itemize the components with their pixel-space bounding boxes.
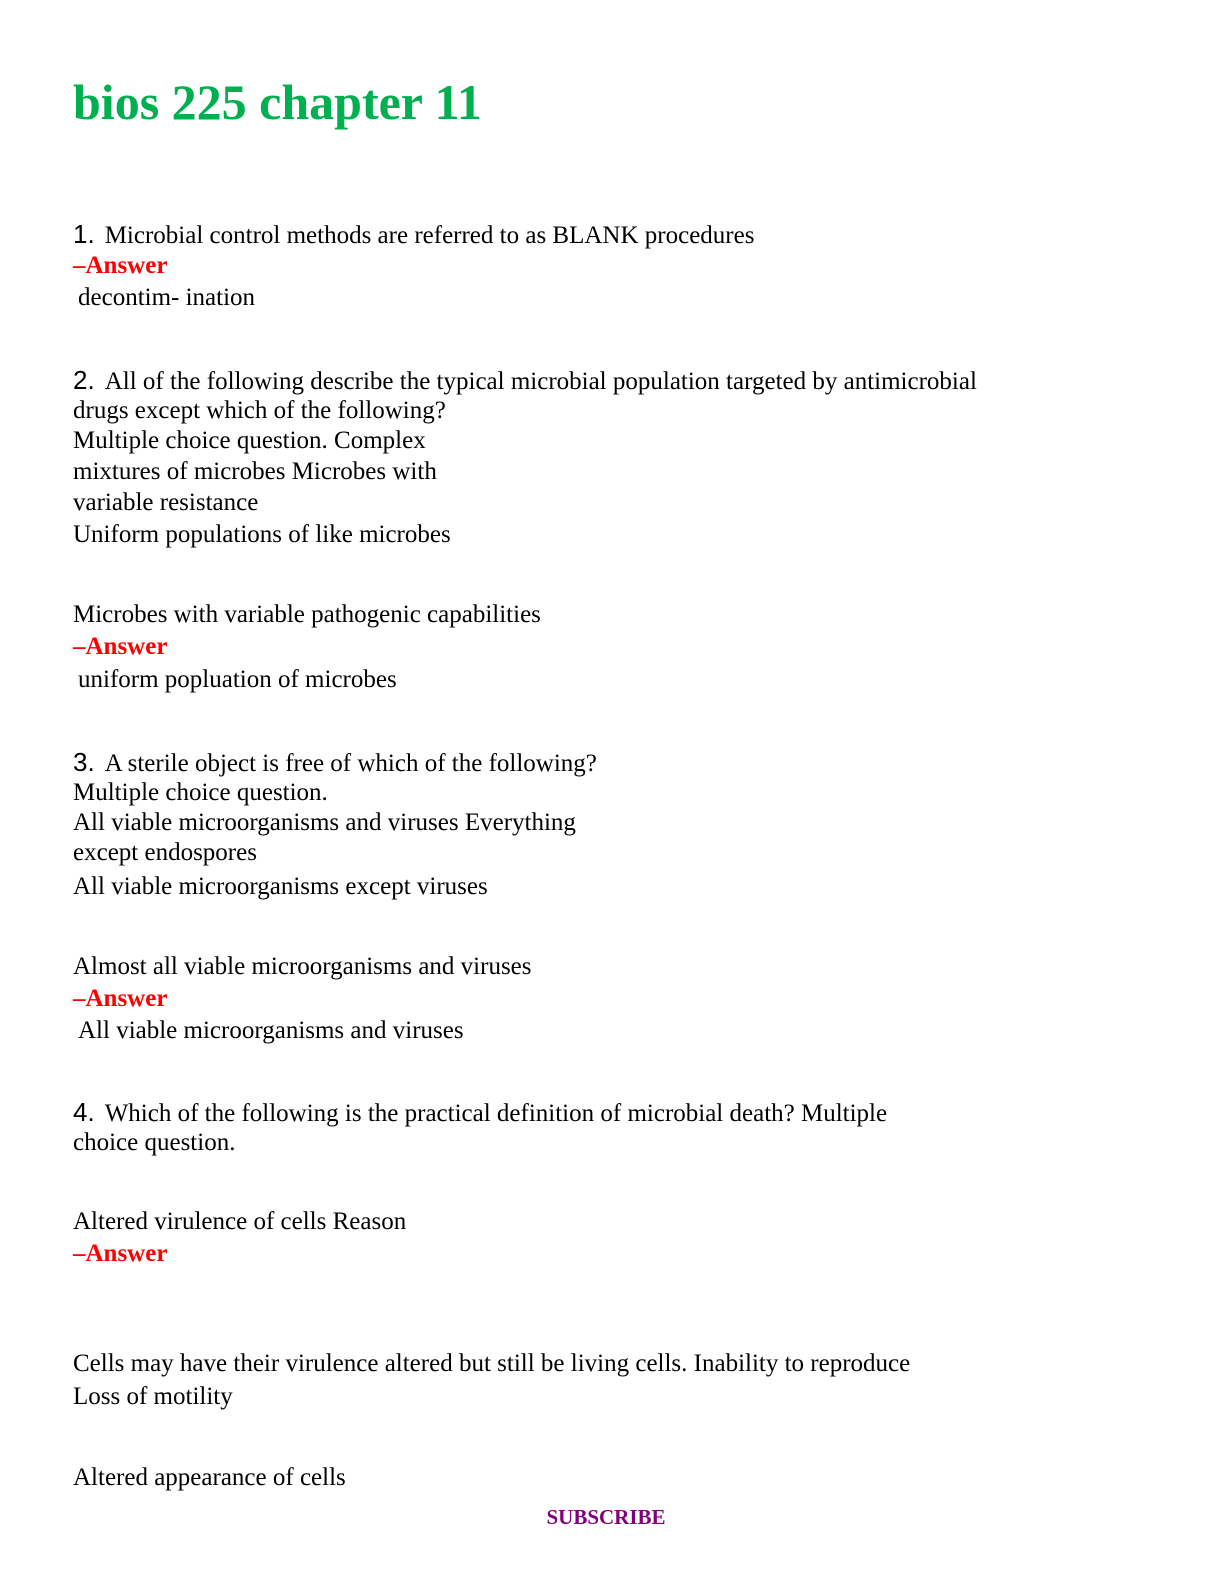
question-text: A sterile object is free of which of the following?: [104, 750, 597, 777]
question-number: 2.: [73, 365, 95, 395]
question-text: Which of the following is the practical definition of microbial death? Multiple: [104, 1100, 888, 1127]
question-line: All viable microorganisms and viruses Everything: [73, 809, 576, 836]
question-line: Loss of motility: [73, 1383, 233, 1410]
question-3: [73, 748, 597, 778]
subscribe-link[interactable]: SUBSCRIBE: [546, 1505, 666, 1529]
question-2: [73, 366, 977, 396]
question-line: choice question.: [73, 1129, 236, 1156]
question-line: All viable microorganisms except viruses: [73, 873, 488, 900]
question-line: Altered virulence of cells Reason: [73, 1208, 407, 1235]
answer-label: –Answer: [73, 1240, 168, 1267]
question-line: except endospores: [73, 839, 257, 866]
question-line: Multiple choice question. Complex: [73, 427, 426, 454]
question-number: 3.: [73, 747, 95, 777]
answer-text: decontim- ination: [78, 284, 256, 311]
answer-label: –Answer: [73, 633, 168, 660]
page-title: bios 225 chapter 11: [73, 74, 482, 130]
answer-text: uniform popluation of microbes: [78, 666, 397, 693]
question-line: mixtures of microbes Microbes with: [73, 458, 437, 485]
answer-label: –Answer: [73, 985, 168, 1012]
question-4: [73, 1098, 887, 1128]
question-1: [73, 220, 754, 250]
question-text: Microbial control methods are referred to as BLANK procedures: [104, 222, 755, 249]
question-line: variable resistance: [73, 489, 259, 516]
question-line: Multiple choice question.: [73, 779, 328, 806]
question-line: Cells may have their virulence altered but still be living cells. Inability to reproduce: [73, 1350, 911, 1377]
question-line: Altered appearance of cells: [73, 1464, 346, 1491]
question-line: drugs except which of the following?: [73, 397, 446, 424]
question-line: Almost all viable microorganisms and viruses: [73, 953, 532, 980]
question-text: All of the following describe the typical microbial population targeted by antimicrobial: [104, 368, 977, 395]
answer-label: –Answer: [73, 252, 168, 279]
question-number: 1.: [73, 219, 95, 249]
answer-text: All viable microorganisms and viruses: [78, 1017, 464, 1044]
question-line: Uniform populations of like microbes: [73, 521, 451, 548]
question-number: 4.: [73, 1097, 95, 1127]
question-line: Microbes with variable pathogenic capabilities: [73, 601, 541, 628]
